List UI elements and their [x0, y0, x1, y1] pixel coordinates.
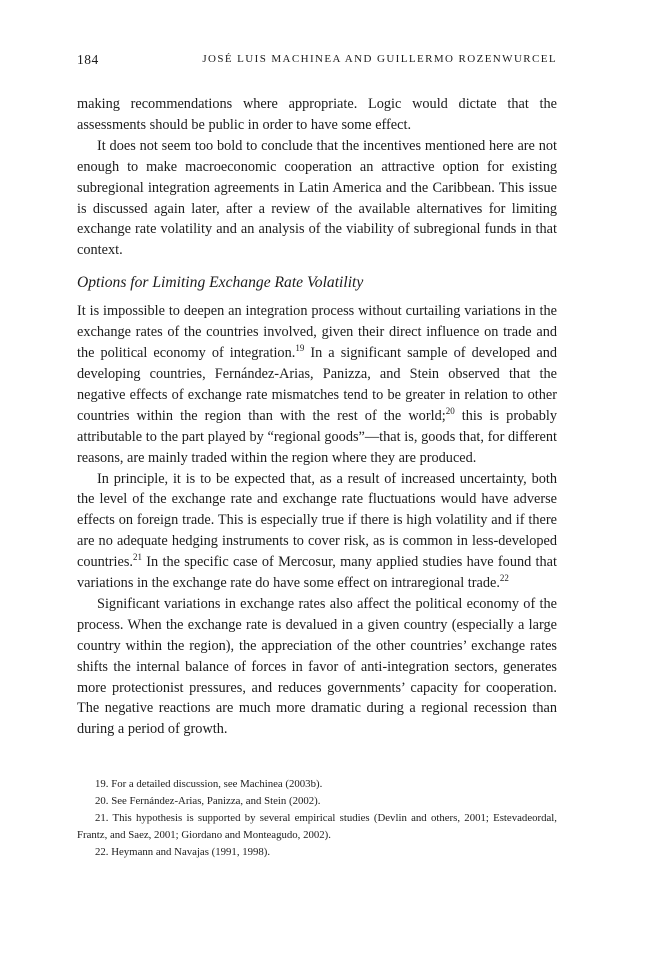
paragraph: It does not seem too bold to conclude that the incentives mentioned here are not enough to make macroeconomic cooperation an attractive option for existing subregional integration agreements in Latin America and the Caribbean. This issue is discussed again later, after a review of the available alternatives for limiting exchange rate volatility and an analysis of the viability of subregional funds in that context. — [77, 137, 557, 259]
footnote-ref-20: 20 — [445, 405, 455, 416]
section-heading: Options for Limiting Exchange Rate Volatility — [77, 274, 364, 292]
paragraph — [77, 469, 557, 594]
paragraph-continued: making recommendations where appropriate. Logic would dictate that the assessments should be public in order to have some effect. — [77, 96, 557, 133]
footnote-ref-21: 21 — [132, 552, 142, 563]
footnotes — [77, 776, 557, 861]
paragraph-text: In a significant sample of developed and developing countries, Fernández-Arias, Panizza, and Stein observed that the negative effects of exchange rate mismatches tend to be greater in relation to other countries within the region than with the rest of the world; — [77, 345, 557, 424]
footnote-20: 20. See Fernández-Arias, Panizza, and Stein (2002). — [95, 795, 321, 808]
footnote-ref-22: 22 — [499, 573, 509, 584]
paragraph-text: It is impossible to deepen an integration process without curtailing variations in the exchange rates of the countries involved, given their direct influence on trade and the political economy of integration. — [77, 303, 557, 362]
paragraph-text: In the specific case of Mercosur, many applied studies have found that variations in the exchange rate do have some effect on intraregional trade. — [77, 554, 557, 592]
book-page — [77, 52, 557, 861]
footnote-21: 21. This hypothesis is supported by several empirical studies (Devlin and others, 2001; Estevadeordal, Frantz, and Saez, 2001; Giordano and Monteagudo, 2002). — [77, 812, 557, 842]
footnote-ref-19: 19 — [295, 343, 305, 354]
body-text — [77, 94, 557, 740]
footnote-22: 22. Heymann and Navajas (1991, 1998). — [95, 846, 271, 859]
footnote-19: 19. For a detailed discussion, see Machinea (2003b). — [95, 778, 323, 791]
paragraph-section-intro — [77, 301, 557, 468]
paragraph-text: In principle, it is to be expected that, as a result of increased uncertainty, both the level of the exchange rate and exchange rate fluctuations would have adverse effects on foreign trade. This is especially true if there is high volatility and if there are no adequate hedging instruments to cover risk, as is common in less-developed countries. — [77, 470, 557, 571]
running-title: JOSÉ LUIS MACHINEA AND GUILLERMO ROZENWURCEL — [202, 53, 557, 65]
page-number: 184 — [77, 52, 99, 67]
paragraph-text: this is probably attributable to the part played by “regional goods”—that is, goods that, for different reasons, are mainly traded within the region where they are produced. — [77, 407, 557, 466]
paragraph: Significant variations in exchange rates also affect the political economy of the process. When the exchange rate is devalued in a given country (especially a large country within the region), the appreciation of the other countries’ exchange rates shifts the internal balance of forces in favor of anti-integration sectors, generates more protectionist pressures, and reduces governments’ capacity for cooperation. The negative reactions are much more dramatic during a regional recession than during a period of growth. — [77, 595, 557, 738]
running-head — [77, 52, 557, 74]
